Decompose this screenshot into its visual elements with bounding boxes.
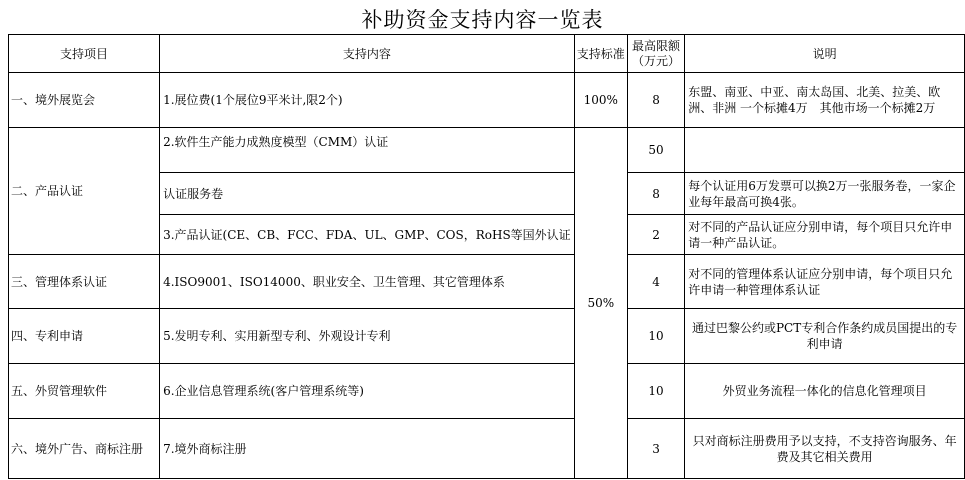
table-row [9, 255, 965, 309]
header-note: 说明 [685, 35, 965, 73]
row-content: 7.境外商标注册 [160, 419, 575, 479]
row-note: 东盟、南亚、中亚、南太岛国、北美、拉美、欧洲、非洲 一个标摊4万 其他市场一个标摊2万 [685, 73, 965, 128]
row-item: 三、管理体系认证 [9, 255, 160, 309]
row-note: 只对商标注册费用予以支持，不支持咨询服务、年费及其它相关费用 [685, 419, 965, 479]
header-content: 支持内容 [160, 35, 575, 73]
header-max-amount: 最高限额 （万元） [627, 35, 684, 73]
support-table [8, 34, 965, 479]
table-row [9, 309, 965, 364]
table-row [9, 364, 965, 419]
row-content: 4.ISO9001、ISO14000、职业安全、卫生管理、其它管理体系 [160, 255, 575, 309]
row-note: 通过巴黎公约或PCT专利合作条约成员国提出的专利申请 [685, 309, 965, 364]
row-amount: 8 [627, 73, 684, 128]
row-item: 四、专利申请 [9, 309, 160, 364]
row-standard: 50% [574, 128, 627, 479]
row-item: 五、外贸管理软件 [9, 364, 160, 419]
row-content: 5.发明专利、实用新型专利、外观设计专利 [160, 309, 575, 364]
row-amount: 4 [627, 255, 684, 309]
row-amount: 10 [627, 364, 684, 419]
header-item: 支持项目 [9, 35, 160, 73]
row-item: 二、产品认证 [9, 128, 160, 255]
table-row [9, 73, 965, 128]
row-content: 6.企业信息管理系统(客户管理系统等) [160, 364, 575, 419]
row-note: 对不同的产品认证应分别申请，每个项目只允许申请一种产品认证。 [685, 215, 965, 255]
row-note: 外贸业务流程一体化的信息化管理项目 [685, 364, 965, 419]
row-note [685, 128, 965, 173]
row-note: 每个认证用6万发票可以换2万一张服务卷，一家企业每年最高可换4张。 [685, 173, 965, 215]
row-amount: 50 [627, 128, 684, 173]
row-content: 1.展位费(1个展位9平米计,限2个) [160, 73, 575, 128]
row-content: 2.软件生产能力成熟度模型（CMM）认证 [160, 128, 575, 173]
row-content: 3.产品认证(CE、CB、FCC、FDA、UL、GMP、COS，RoHS等国外认证 [160, 215, 575, 255]
row-amount: 2 [627, 215, 684, 255]
table-row [9, 419, 965, 479]
row-item: 一、境外展览会 [9, 73, 160, 128]
header-row [9, 35, 965, 73]
row-amount: 10 [627, 309, 684, 364]
row-amount: 3 [627, 419, 684, 479]
header-standard: 支持标准 [574, 35, 627, 73]
row-note: 对不同的管理体系认证应分别申请，每个项目只允许申请一种管理体系认证 [685, 255, 965, 309]
row-amount: 8 [627, 173, 684, 215]
row-item: 六、境外广告、商标注册 [9, 419, 160, 479]
row-content: 认证服务卷 [160, 173, 575, 215]
row-standard: 100% [574, 73, 627, 128]
page-title: 补助资金支持内容一览表 [361, 8, 604, 32]
table-row [9, 128, 965, 173]
